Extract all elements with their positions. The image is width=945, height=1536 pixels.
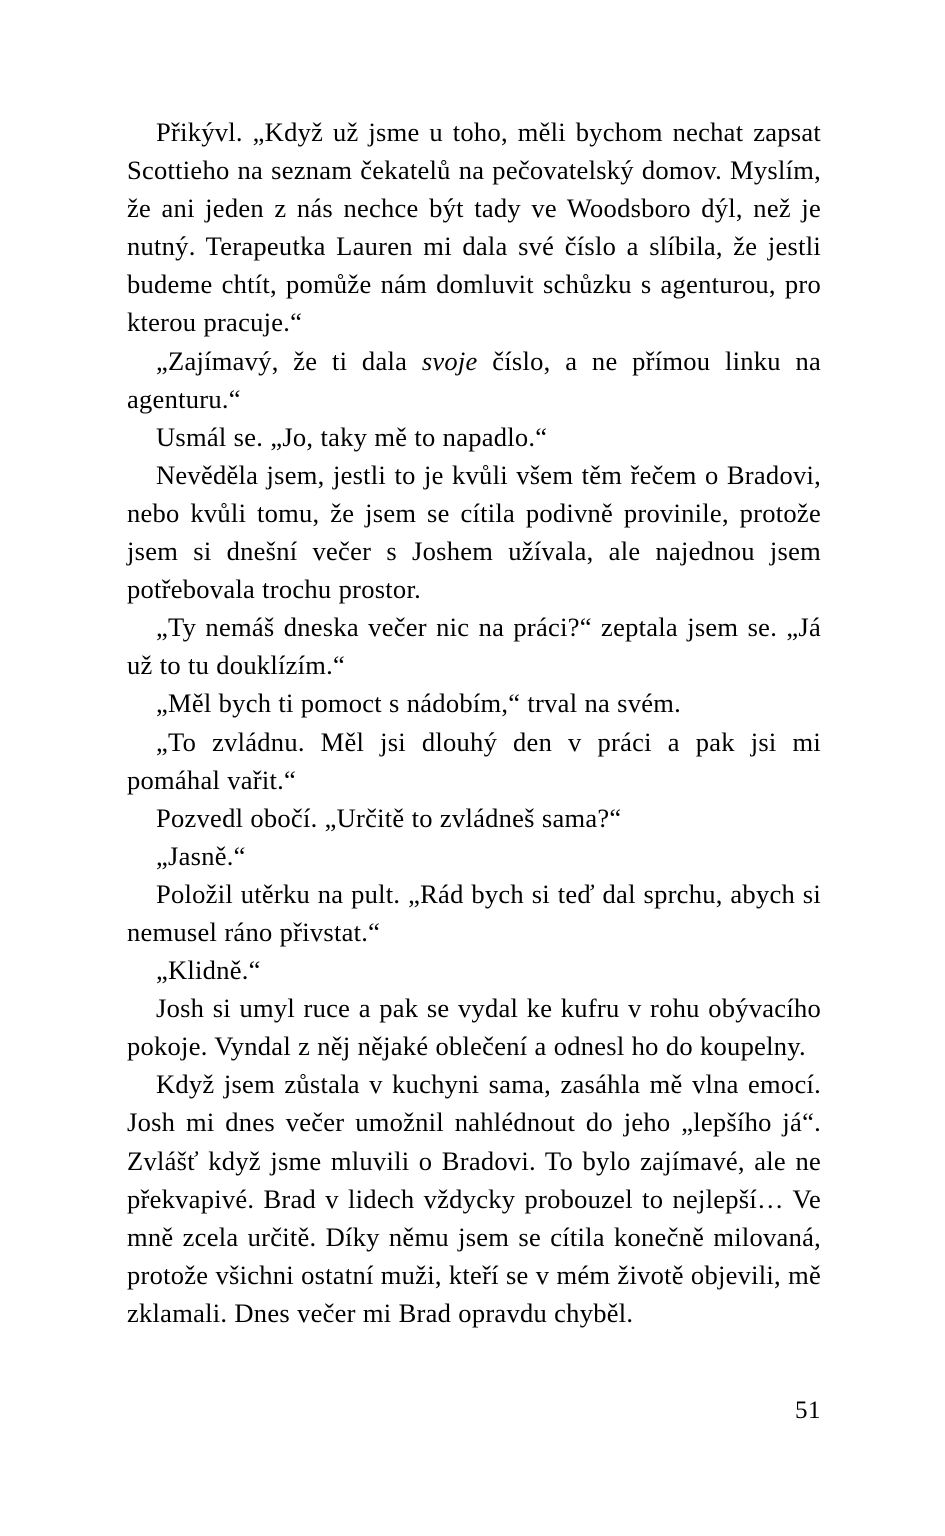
paragraph-13: Když jsem zůstala v kuchyni sama, zasáhla mě vlna emocí. Josh mi dnes večer umožnil nahlédnout do jeho „lepšího já“. Zvlášť když jsme mluvili o Bradovi. To bylo zajímavé, ale ne překvapivé. Brad v lidech vždycky probouzel to nejlepší… Ve mně zcela určitě. Díky němu jsem se cítila konečně milovaná, protože všichni ostatní muži, kteří se v mém životě objevili, mě zklamali. Dnes večer mi Brad opravdu chyběl. bbox=[127, 1069, 821, 1328]
paragraph-6: „Měl bych ti pomoct s nádobím,“ trval na svém. bbox=[156, 688, 682, 719]
paragraph-2 bbox=[127, 342, 821, 418]
paragraph-1: Přikývl. „Když už jsme u toho, měli bychom nechat zapsat Scottieho na seznam čekatelů na pečovatelský domov. Myslím, že ani jeden z nás nechce být tady ve Woodsboro dýl, než je nutný. Terapeutka Lauren mi dala své číslo a slíbila, že jestli budeme chtít, pomůže nám domluvit schůzku s agenturou, pro kterou pracuje.“ bbox=[127, 117, 821, 338]
paragraph-3: Usmál se. „Jo, taky mě to napadlo.“ bbox=[156, 421, 548, 452]
paragraph-8: Pozvedl obočí. „Určitě to zvládneš sama?“ bbox=[156, 802, 622, 833]
paragraph-11: „Klidně.“ bbox=[156, 955, 261, 986]
paragraph-7: „To zvládnu. Měl jsi dlouhý den v práci a pak jsi mi pomáhal vařit.“ bbox=[127, 726, 821, 795]
paragraph-9: „Jasně.“ bbox=[156, 840, 246, 871]
paragraph-10: Položil utěrku na pult. „Rád bych si teď dal sprchu, abych si nemusel ráno přivstat.“ bbox=[127, 878, 821, 947]
paragraph-12: Josh si umyl ruce a pak se vydal ke kufru v rohu obývacího pokoje. Vyndal z něj nějaké oblečení a odnesl ho do koupelny. bbox=[127, 993, 821, 1062]
paragraph-5: „Ty nemáš dneska večer nic na práci?“ zeptala jsem se. „Já už to tu douklízím.“ bbox=[127, 612, 821, 681]
page-number: 51 bbox=[795, 1397, 821, 1424]
emphasis-svoje: svoje bbox=[421, 345, 478, 376]
page-text-block bbox=[127, 113, 821, 1332]
paragraph-4: Nevěděla jsem, jestli to je kvůli všem těm řečem o Bradovi, nebo kvůli tomu, že jsem se cítila podivně provinile, protože jsem si dnešní večer s Joshem užívala, ale najednou jsem potřebovala trochu prostor. bbox=[127, 459, 821, 605]
paragraph-2-pre: „Zajímavý, že ti dala bbox=[156, 345, 422, 376]
paragraph-2-post: číslo, a ne přímou linku na agenturu.“ bbox=[127, 345, 821, 414]
